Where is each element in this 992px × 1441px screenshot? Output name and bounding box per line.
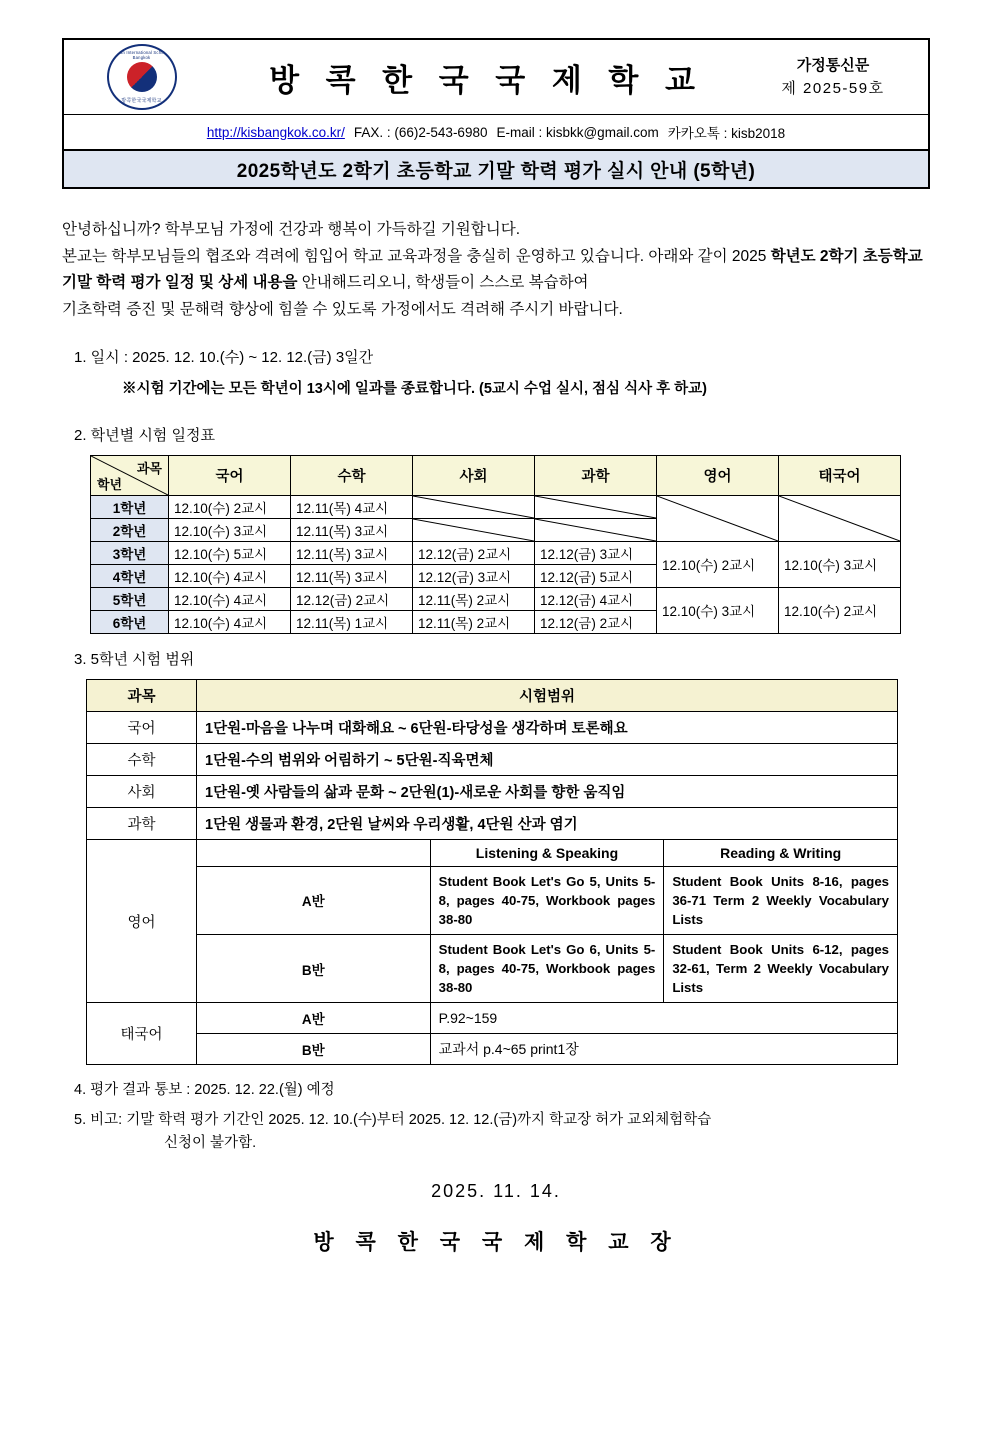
crest-text-top: Korean International School of Bangkok bbox=[110, 50, 173, 60]
cell-korean: 12.10(수) 5교시 bbox=[169, 541, 291, 564]
kakao-id: 카카오톡 : kisb2018 bbox=[667, 126, 786, 141]
letterhead bbox=[62, 38, 930, 189]
cell-math: 12.11(목) 3교시 bbox=[291, 564, 413, 587]
table-row bbox=[91, 495, 901, 518]
scope-thai-a-text: P.92~159 bbox=[430, 1003, 897, 1034]
empty-slash-icon bbox=[413, 519, 534, 541]
item-1-date: 1. 일시 : 2025. 12. 10.(수) ~ 12. 12.(금) 3일간 bbox=[74, 348, 374, 366]
scope-english-class-a: A반 bbox=[197, 866, 431, 934]
table-row bbox=[87, 775, 898, 807]
taeguk-icon bbox=[127, 62, 157, 92]
cell-korean: 12.10(수) 2교시 bbox=[169, 495, 291, 518]
grade-label: 1학년 bbox=[91, 495, 169, 518]
cell-korean: 12.10(수) 3교시 bbox=[169, 518, 291, 541]
cell-english-empty bbox=[657, 495, 779, 541]
schedule-table bbox=[90, 455, 901, 634]
table-row bbox=[87, 711, 898, 743]
scope-header-row bbox=[87, 679, 898, 711]
col-english: 영어 bbox=[657, 455, 779, 495]
scope-range-math: 1단원-수의 범위와 어림하기 ~ 5단원-직육면체 bbox=[197, 743, 898, 775]
table-row bbox=[87, 1034, 898, 1065]
cell-science: 12.12(금) 3교시 bbox=[535, 541, 657, 564]
cell-social-empty bbox=[413, 495, 535, 518]
intro-line-2c: 안내해드리오니, 학생들이 스스로 복습하여 bbox=[297, 274, 589, 292]
scope-english-col-ls: Listening & Speaking bbox=[430, 839, 664, 866]
schedule-header-row bbox=[91, 455, 901, 495]
cell-korean: 12.10(수) 4교시 bbox=[169, 610, 291, 633]
cell-korean: 12.10(수) 4교시 bbox=[169, 564, 291, 587]
table-row bbox=[87, 1003, 898, 1034]
scope-subject-thai: 태국어 bbox=[87, 1003, 197, 1065]
table-row bbox=[87, 839, 898, 866]
item-5-line-2: 신청이 불가함. bbox=[164, 1134, 257, 1151]
fax-number: FAX. : (66)2-543-6980 bbox=[353, 124, 488, 140]
school-crest-icon bbox=[107, 44, 177, 110]
intro-line-2 bbox=[62, 244, 930, 297]
intro-line-1: 안녕하십니까? 학부모님 가정에 건강과 행복이 가득하길 기원합니다. bbox=[62, 221, 521, 238]
scope-range-korean: 1단원-마음을 나누며 대화해요 ~ 6단원-타당성을 생각하며 토론해요 bbox=[197, 711, 898, 743]
empty-slash-icon bbox=[535, 496, 656, 518]
grade-label: 6학년 bbox=[91, 610, 169, 633]
scope-subject-social: 사회 bbox=[87, 775, 197, 807]
document-page bbox=[0, 38, 992, 1441]
scope-english-b-rw: Student Book Units 6-12, pages 32-61, Term 2 Weekly Vocabulary Lists bbox=[664, 935, 898, 1003]
scope-range-social: 1단원-옛 사람들의 삶과 문화 ~ 2단원(1)-새로운 사회를 향한 움직임 bbox=[197, 775, 898, 807]
empty-slash-icon bbox=[535, 519, 656, 541]
cell-korean: 12.10(수) 4교시 bbox=[169, 587, 291, 610]
item-4-result-notice: 4. 평가 결과 통보 : 2025. 12. 22.(월) 예정 bbox=[74, 1082, 335, 1099]
email-address: E-mail : kisbkk@gmail.com bbox=[496, 124, 659, 140]
table-row bbox=[91, 587, 901, 610]
cell-social: 12.11(목) 2교시 bbox=[413, 587, 535, 610]
document-number: 제 2025-59호 bbox=[781, 80, 885, 97]
cell-science: 12.12(금) 5교시 bbox=[535, 564, 657, 587]
empty-slash-icon bbox=[657, 496, 778, 541]
scope-thai-b-text: 교과서 p.4~65 print1장 bbox=[430, 1034, 897, 1065]
cell-science-empty bbox=[535, 495, 657, 518]
table-row bbox=[91, 541, 901, 564]
cell-math: 12.11(목) 4교시 bbox=[291, 495, 413, 518]
col-math: 수학 bbox=[291, 455, 413, 495]
scope-col-range: 시험범위 bbox=[197, 679, 898, 711]
scope-english-blank bbox=[197, 839, 431, 866]
document-type: 가정통신문 bbox=[796, 56, 870, 74]
principal-signature: 방 콕 한 국 국 제 학 교 장 bbox=[313, 1231, 679, 1255]
cell-social: 12.11(목) 2교시 bbox=[413, 610, 535, 633]
cell-social-empty bbox=[413, 518, 535, 541]
contact-line bbox=[64, 115, 928, 151]
cell-english: 12.10(수) 3교시 bbox=[657, 587, 779, 633]
scope-english-a-ls: Student Book Let's Go 5, Units 5-8, pages 40-75, Workbook pages 38-80 bbox=[430, 866, 664, 934]
item-5-remarks bbox=[62, 1109, 930, 1155]
cell-science: 12.12(금) 4교시 bbox=[535, 587, 657, 610]
school-logo-cell bbox=[64, 44, 219, 110]
cell-math: 12.11(목) 3교시 bbox=[291, 518, 413, 541]
intro-line-2a: 본교는 학부모님들의 협조와 격려에 힘입어 학교 교육과정을 충실히 운영하고 있습니다. 아래와 같이 2025 bbox=[62, 247, 767, 265]
document-meta bbox=[738, 54, 928, 101]
empty-slash-icon bbox=[413, 496, 534, 518]
document-title: 2025학년도 2학기 초등학교 기말 학력 평가 실시 안내 (5학년) bbox=[64, 151, 928, 187]
scope-english-a-rw: Student Book Units 8-16, pages 36-71 Term 2 Weekly Vocabulary Lists bbox=[664, 866, 898, 934]
cell-science-empty bbox=[535, 518, 657, 541]
table-row bbox=[87, 743, 898, 775]
cell-thai-empty bbox=[779, 495, 901, 541]
crest-text-bottom: 방콕한국국제학교 bbox=[121, 98, 162, 104]
item-3-label: 3. 5학년 시험 범위 bbox=[74, 650, 195, 668]
col-science: 과학 bbox=[535, 455, 657, 495]
cell-english: 12.10(수) 2교시 bbox=[657, 541, 779, 587]
grade-label: 5학년 bbox=[91, 587, 169, 610]
table-row bbox=[87, 935, 898, 1003]
cell-math: 12.11(목) 3교시 bbox=[291, 541, 413, 564]
scope-col-subject: 과목 bbox=[87, 679, 197, 711]
item-1-note: ※시험 기간에는 모든 학년이 13시에 일과를 종료합니다. (5교시 수업 실시, 점심 식사 후 하교) bbox=[122, 380, 708, 397]
cell-social: 12.12(금) 3교시 bbox=[413, 564, 535, 587]
scope-english-class-b: B반 bbox=[197, 935, 431, 1003]
cell-thai: 12.10(수) 2교시 bbox=[779, 587, 901, 633]
item-2-label: 2. 학년별 시험 일정표 bbox=[74, 426, 215, 444]
cell-math: 12.11(목) 1교시 bbox=[291, 610, 413, 633]
intro-line-3: 기초학력 증진 및 문해력 향상에 힘쓸 수 있도록 가정에서도 격려해 주시기 바랍니다. bbox=[62, 300, 623, 318]
scope-subject-korean: 국어 bbox=[87, 711, 197, 743]
corner-subject-label: 과목 bbox=[136, 460, 162, 476]
table-row bbox=[87, 807, 898, 839]
corner-grade-label: 학년 bbox=[97, 476, 123, 492]
scope-english-col-rw: Reading & Writing bbox=[664, 839, 898, 866]
grade-label: 4학년 bbox=[91, 564, 169, 587]
scope-subject-science: 과학 bbox=[87, 807, 197, 839]
scope-subject-math: 수학 bbox=[87, 743, 197, 775]
col-thai: 태국어 bbox=[779, 455, 901, 495]
scope-table bbox=[86, 679, 898, 1066]
item-5-line-1: 5. 비고: 기말 학력 평가 기간인 2025. 12. 10.(수)부터 2025. 12. 12.(금)까지 학교장 허가 교외체험학습 bbox=[74, 1111, 712, 1128]
issue-date: 2025. 11. 14. bbox=[431, 1181, 561, 1202]
cell-thai: 12.10(수) 3교시 bbox=[779, 541, 901, 587]
scope-thai-class-a: A반 bbox=[197, 1003, 431, 1034]
letterhead-top bbox=[64, 40, 928, 115]
scope-thai-class-b: B반 bbox=[197, 1034, 431, 1065]
cell-science: 12.12(금) 2교시 bbox=[535, 610, 657, 633]
scope-range-science: 1단원 생물과 환경, 2단원 날씨와 우리생활, 4단원 산과 염기 bbox=[197, 807, 898, 839]
intro-line-2b: 학년도 2학기 초등학교 기말 학력 평가 일정 및 상세 내용을 bbox=[62, 247, 923, 292]
intro-paragraph bbox=[62, 217, 930, 324]
cell-math: 12.12(금) 2교시 bbox=[291, 587, 413, 610]
cell-social: 12.12(금) 2교시 bbox=[413, 541, 535, 564]
col-korean: 국어 bbox=[169, 455, 291, 495]
table-row bbox=[87, 866, 898, 934]
col-social: 사회 bbox=[413, 455, 535, 495]
scope-english-b-ls: Student Book Let's Go 6, Units 5-8, pages 40-75, Workbook pages 38-80 bbox=[430, 935, 664, 1003]
empty-slash-icon bbox=[779, 496, 900, 541]
school-website-link[interactable]: http://kisbangkok.co.kr/ bbox=[206, 124, 345, 140]
schedule-corner-cell bbox=[91, 455, 169, 495]
school-name: 방 콕 한 국 국 제 학 교 bbox=[269, 62, 704, 98]
grade-label: 2학년 bbox=[91, 518, 169, 541]
scope-subject-english: 영어 bbox=[87, 839, 197, 1003]
grade-label: 3학년 bbox=[91, 541, 169, 564]
